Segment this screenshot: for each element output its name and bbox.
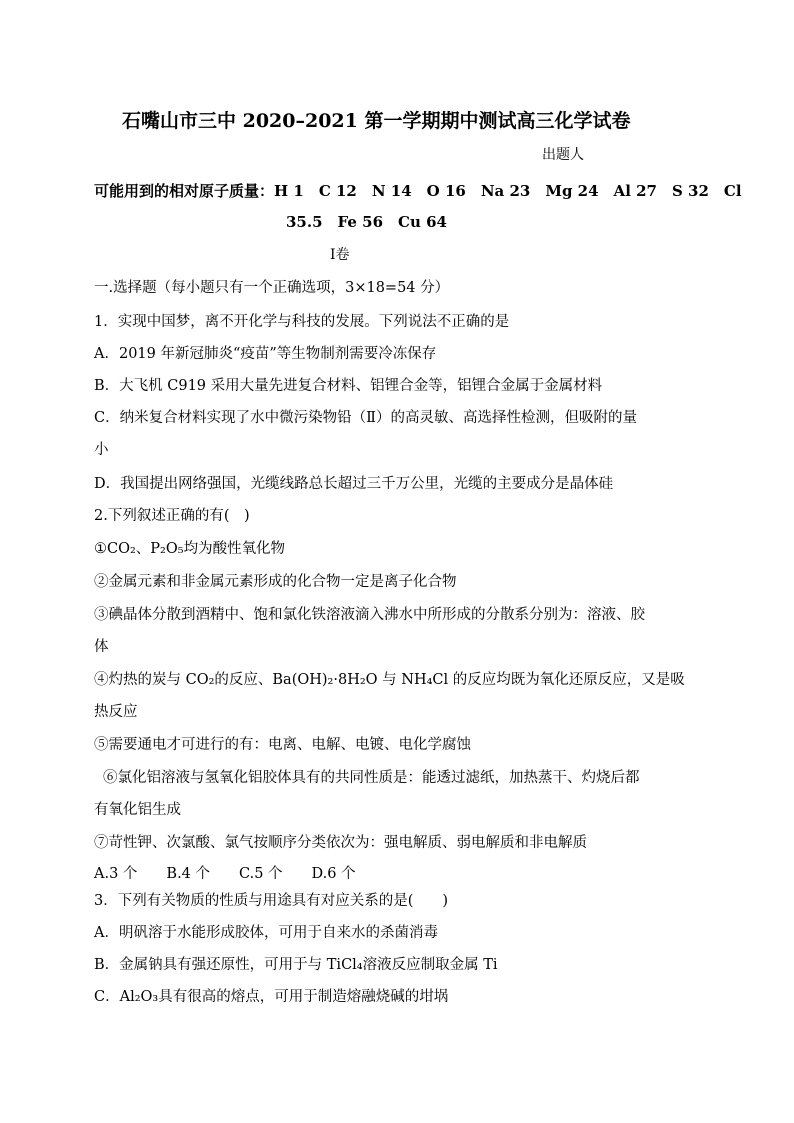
q2-statement-3-line1: ③碘晶体分散到酒精中、饱和氯化铁溶液滴入沸水中所形成的分散系分别为：溶液、胶	[94, 607, 645, 623]
atomic-mass-line-2: 35.5 Fe 56 Cu 64	[286, 213, 447, 231]
q1-option-c-line2: 小	[94, 442, 109, 458]
q2-statement-4-line2: 热反应	[94, 704, 138, 720]
q2-statement-2: ②金属元素和非金属元素形成的化合物一定是离子化合物	[94, 574, 457, 590]
q2-statement-3-line2: 体	[94, 639, 109, 655]
q2-statement-7: ⑦苛性钾、次氯酸、氯气按顺序分类依次为：强电解质、弱电解质和非电解质	[94, 835, 587, 851]
q2-statement-6-line1: ⑥氯化铝溶液与氢氧化铝胶体具有的共同性质是：能透过滤纸，加热蒸干、灼烧后都	[103, 770, 640, 786]
q1-option-d: D．我国提出网络强国，光缆线路总长超过三千万公里，光缆的主要成分是晶体硅	[94, 476, 614, 492]
q3-option-b: B．金属钠具有强还原性，可用于与 TiCl₄溶液反应制取金属 Ti	[94, 957, 498, 973]
q3-option-a: A．明矾溶于水能形成胶体，可用于自来水的杀菌消毒	[94, 925, 438, 941]
q3-option-c: C．Al₂O₃具有很高的熔点，可用于制造熔融烧碱的坩埚	[94, 989, 449, 1005]
section-heading: 一.选择题（每小题只有一个正确选项，3×18=54 分）	[94, 280, 450, 296]
q2-statement-1: ①CO₂、P₂O₅均为酸性氧化物	[94, 541, 286, 557]
q1-option-c-line1: C．纳米复合材料实现了水中微污染物铅（Ⅱ）的高灵敏、高选择性检测，但吸附的量	[94, 410, 637, 426]
q3-stem: 3．下列有关物质的性质与用途具有对应关系的是( )	[94, 893, 449, 909]
q2-statement-5: ⑤需要通电才可进行的有：电离、电解、电镀、电化学腐蚀	[94, 737, 471, 753]
q1-option-b: B．大飞机 C919 采用大量先进复合材料、铝锂合金等，铝锂合金属于金属材料	[94, 378, 603, 394]
q1-stem: 1．实现中国梦，离不开化学与科技的发展。下列说法不正确的是	[94, 314, 510, 330]
exam-title: 石嘴山市三中 2020–2021 第一学期期中测试高三化学试卷	[122, 110, 631, 132]
q2-options: A.3 个 B.4 个 C.5 个 D.6 个	[94, 866, 356, 882]
q1-option-a: A．2019 年新冠肺炎“疫苗”等生物制剂需要冷冻保存	[94, 346, 437, 362]
author-label: 出题人	[542, 147, 584, 163]
q2-statement-6-line2: 有氧化铝生成	[94, 802, 181, 818]
atomic-mass-line-1: 可能用到的相对原子质量：H 1 C 12 N 14 O 16 Na 23 Mg 24 Al 27 S 32 Cl	[94, 182, 742, 200]
q2-stem: 2.下列叙述正确的有( )	[94, 508, 250, 524]
volume-label: Ⅰ卷	[330, 247, 350, 263]
q2-statement-4-line1: ④灼热的炭与 CO₂的反应、Ba(OH)₂·8H₂O 与 NH₄Cl 的反应均既为氧化还原反应，又是吸	[94, 672, 685, 688]
